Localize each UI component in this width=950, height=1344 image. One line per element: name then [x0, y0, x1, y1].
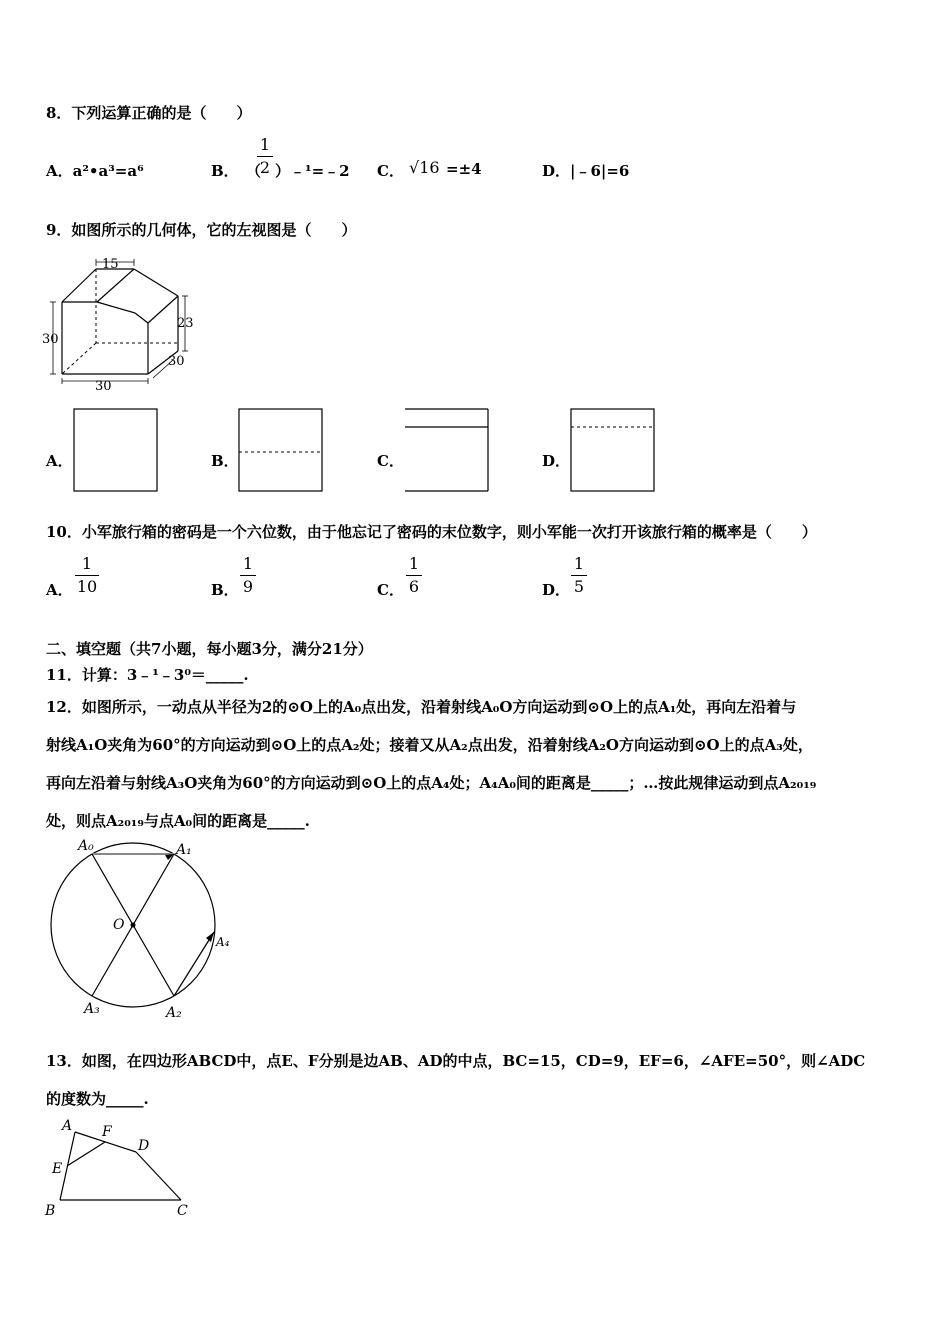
center-o-label: O — [113, 917, 125, 933]
q8-option-c-rest: =±4 — [446, 160, 482, 178]
q9-option-c[interactable]: C． — [377, 452, 404, 470]
q12-line-3: 再向左沿着与射线A₃O夹角为60°的方向运动到⊙O上的点A₄处；A₄A₀间的距离是_____；…按此规律运动到点A₂₀₁₉ — [46, 774, 817, 792]
q13-quadrilateral-figure — [40, 1115, 200, 1220]
q13-text — [46, 1042, 906, 1118]
q13-line-2: 的度数为_____. — [46, 1090, 149, 1108]
fraction-denominator: 2 — [259, 158, 271, 177]
q8-option-b-open: （ — [246, 162, 262, 180]
q12-line-4: 处，则点A₂₀₁₉与点A₀间的距离是_____. — [46, 812, 310, 830]
point-e-label: E — [52, 1161, 63, 1177]
fraction-denominator: 6 — [408, 577, 420, 596]
dim-top-label: 15 — [102, 257, 119, 272]
q12-line-1: 12．如图所示，一动点从半径为2的⊙O上的A₀点出发，沿着射线A₀O方向运动到⊙O上的点A₁处，再向左沿着与 — [46, 698, 797, 716]
q10-option-b-fraction — [240, 555, 256, 596]
section-heading: 二、填空题（共7小题，每小题3分，满分21分） — [46, 640, 373, 658]
q8-option-b-fraction — [257, 136, 273, 177]
vertex-d-label: D — [138, 1138, 150, 1154]
q10-option-c[interactable]: C． — [377, 581, 404, 599]
fraction-numerator: 1 — [408, 554, 420, 573]
q9-stem: 9．如图所示的几何体，它的左视图是（ ） — [46, 221, 357, 239]
q8-option-c-letter[interactable]: C． — [377, 162, 404, 180]
q9-option-a-figure[interactable] — [73, 408, 159, 494]
q9-option-d-figure[interactable] — [570, 408, 656, 494]
dim-depth-label: 30 — [168, 354, 185, 369]
q12-text — [46, 688, 906, 840]
q9-option-d[interactable]: D． — [542, 452, 571, 470]
q8-option-c-sqrt: √16 — [409, 158, 440, 177]
dim-right-label: 23 — [177, 316, 194, 331]
q10-option-a-fraction — [75, 555, 99, 596]
vertex-c-label: C — [177, 1203, 188, 1219]
q10-option-a[interactable]: A． — [46, 581, 73, 599]
point-a3-label: A₃ — [84, 1001, 100, 1017]
q9-option-c-figure[interactable] — [404, 408, 490, 494]
q8-stem: 8．下列运算正确的是（ ） — [46, 104, 252, 122]
q13-line-1: 13．如图，在四边形ABCD中，点E、F分别是边AB、AD的中点，BC=15，CD=9，EF=6，∠AFE=50°，则∠ADC — [46, 1052, 866, 1070]
fraction-bar — [406, 575, 422, 576]
q12-line-2: 射线A₁O夹角为60°的方向运动到⊙O上的点A₂处；接着又从A₂点出发，沿着射线A₂O方向运动到⊙O上的点A₃处， — [46, 736, 813, 754]
q8-option-b-rest: ）﹣¹=﹣2 — [275, 162, 350, 180]
q10-option-d[interactable]: D． — [542, 581, 571, 599]
fraction-numerator: 1 — [81, 554, 93, 573]
q9-option-b-figure[interactable] — [238, 408, 324, 494]
point-a1-label: A₁ — [176, 842, 192, 858]
q10-option-c-fraction — [406, 555, 422, 596]
point-a0-label: A₀ — [78, 838, 94, 854]
q9-option-a[interactable]: A． — [46, 452, 73, 470]
fraction-denominator: 5 — [573, 577, 585, 596]
fraction-denominator: 10 — [76, 577, 98, 596]
fraction-numerator: 1 — [573, 554, 585, 573]
fraction-bar — [75, 575, 99, 576]
fraction-numerator: 1 — [259, 135, 271, 154]
fraction-bar — [257, 156, 273, 157]
q8-option-b-letter[interactable]: B． — [211, 162, 239, 180]
point-f-label: F — [102, 1124, 112, 1140]
q8-option-d[interactable]: D．|﹣6|=6 — [542, 162, 630, 180]
q10-option-d-fraction — [571, 555, 587, 596]
fraction-denominator: 9 — [242, 577, 254, 596]
point-a2-label: A₂ — [166, 1005, 182, 1021]
fraction-numerator: 1 — [242, 554, 254, 573]
point-a4-label: A₄ — [216, 935, 230, 949]
q9-option-b[interactable]: B． — [211, 452, 239, 470]
q8-option-a[interactable]: A．a²•a³=a⁶ — [46, 162, 144, 180]
q11-text: 11．计算：3﹣¹﹣3⁰＝_____. — [46, 666, 249, 684]
dim-bottom-label: 30 — [95, 379, 112, 394]
q10-option-b[interactable]: B． — [211, 581, 239, 599]
q10-stem: 10．小军旅行箱的密码是一个六位数，由于他忘记了密码的末位数字，则小军能一次打开该旅行箱的概率是（ ） — [46, 523, 817, 541]
vertex-b-label: B — [45, 1203, 56, 1219]
vertex-a-label: A — [62, 1118, 73, 1134]
fraction-bar — [571, 575, 587, 576]
fraction-bar — [240, 575, 256, 576]
q12-circle-figure — [40, 835, 240, 1025]
q9-solid-figure — [40, 250, 210, 395]
dim-left-label: 30 — [42, 332, 59, 347]
